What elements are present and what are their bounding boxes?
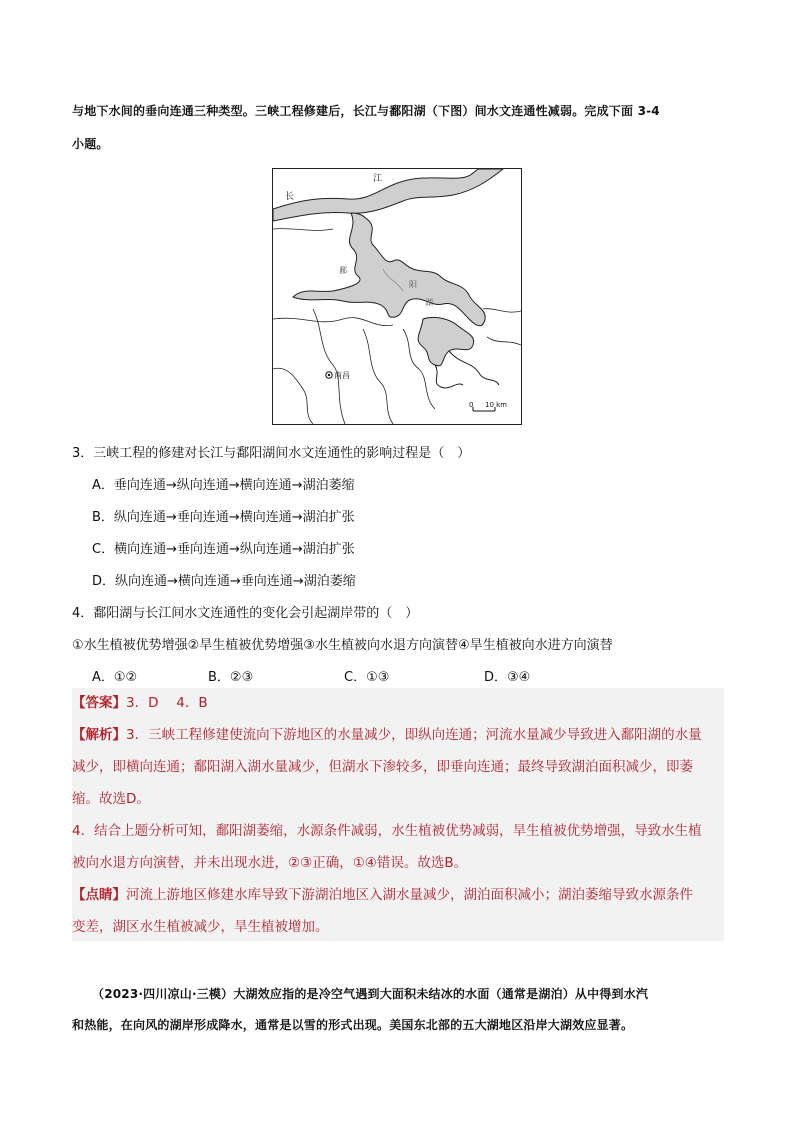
- tip-text-1: 河流上游地区修建水库导致下游湖泊地区入湖水量减少，湖泊面积减小；湖泊萎缩导致水源条件: [126, 887, 693, 903]
- q3-option-c[interactable]: C．横向连通→垂向连通→纵向连通→湖泊扩张: [92, 542, 355, 557]
- answer-tag: 【答案】: [72, 695, 126, 711]
- poyang-lake-map: [272, 168, 522, 425]
- q4-choice-b[interactable]: B．②③: [208, 670, 254, 685]
- tip-line-1: [72, 880, 724, 912]
- answer-text: 3．D 4．B: [126, 695, 208, 711]
- yangtze-river: [273, 169, 503, 221]
- label-scale: 10 km: [485, 401, 508, 409]
- q3-option-a[interactable]: A．垂向连通→纵向连通→横向连通→湖泊萎缩: [92, 478, 355, 493]
- label-lake-1: 鄱: [339, 266, 347, 275]
- q3-stem: 3．三峡工程的修建对长江与鄱阳湖间水文连通性的影响过程是（ ）: [72, 446, 471, 461]
- analysis-tag: 【解析】: [72, 727, 126, 743]
- q3-option-b[interactable]: B．纵向连通→垂向连通→横向连通→湖泊扩张: [92, 510, 355, 525]
- q4-stem: 4．鄱阳湖与长江间水文连通性的变化会引起湖岸带的（ ）: [72, 606, 419, 621]
- tip-line-2: 变差，湖区水生植被减少，旱生植被增加。: [72, 919, 329, 935]
- analysis-line-2: 减少，即横向连通；鄱阳湖入湖水量减少，但湖水下渗较多，即垂向连通；最终导致湖泊面积减少，即萎: [72, 759, 693, 775]
- intro-line-1: 与地下水间的垂向连通三种类型。三峡工程修建后，长江与鄱阳湖（下图）间水文连通性减弱。完成下面 3-4: [72, 104, 660, 118]
- answer-line: [72, 688, 724, 720]
- label-lake-2: 阳: [409, 280, 417, 289]
- q4-choice-a[interactable]: A．①②: [92, 670, 138, 685]
- q4-choice-d[interactable]: D．③④: [484, 670, 531, 685]
- label-lake-3: 湖: [425, 298, 433, 307]
- label-scale-zero: 0: [469, 401, 474, 409]
- analysis-text-1: 3．三峡工程修建使流向下游地区的水量减少，即纵向连通；河流水量减少导致进入鄱阳湖的水量: [126, 727, 702, 743]
- label-river-2: 江: [373, 174, 383, 184]
- q4-statements: ①水生植被优势增强②旱生植被优势增强③水生植被向水退方向演替④旱生植被向水进方向演替: [72, 638, 613, 653]
- map-figure: [273, 169, 521, 424]
- intro-line-2: 小题。: [72, 137, 109, 151]
- analysis-line-4: 4．结合上题分析可知，鄱阳湖萎缩，水源条件减弱，水生植被优势减弱，旱生植被优势增强，导致水生植: [72, 823, 702, 839]
- lake-south-lobes: [418, 317, 474, 365]
- q4-choice-c[interactable]: C．①③: [344, 670, 390, 685]
- label-city: 南昌: [334, 371, 350, 380]
- analysis-line-5: 被向水退方向演替，并未出现水进，②③正确，①④错误。故选B。: [72, 855, 468, 871]
- analysis-line-1: [72, 720, 724, 752]
- next-passage-line-1: （2023·四川凉山·三模）大湖效应指的是冷空气遇到大面积未结冰的水面（通常是湖泊）从中得到水汽: [92, 987, 649, 1001]
- analysis-line-3: 缩。故选D。: [72, 791, 150, 807]
- tip-tag: 【点睛】: [72, 887, 126, 903]
- q3-option-d[interactable]: D．纵向连通→横向连通→垂向连通→湖泊萎缩: [92, 574, 356, 589]
- label-river-1: 长: [285, 192, 295, 202]
- next-passage-line-2: 和热能，在向风的湖岸形成降水，通常是以雪的形式出现。美国东北部的五大湖地区沿岸大湖效应显著。: [72, 1018, 634, 1032]
